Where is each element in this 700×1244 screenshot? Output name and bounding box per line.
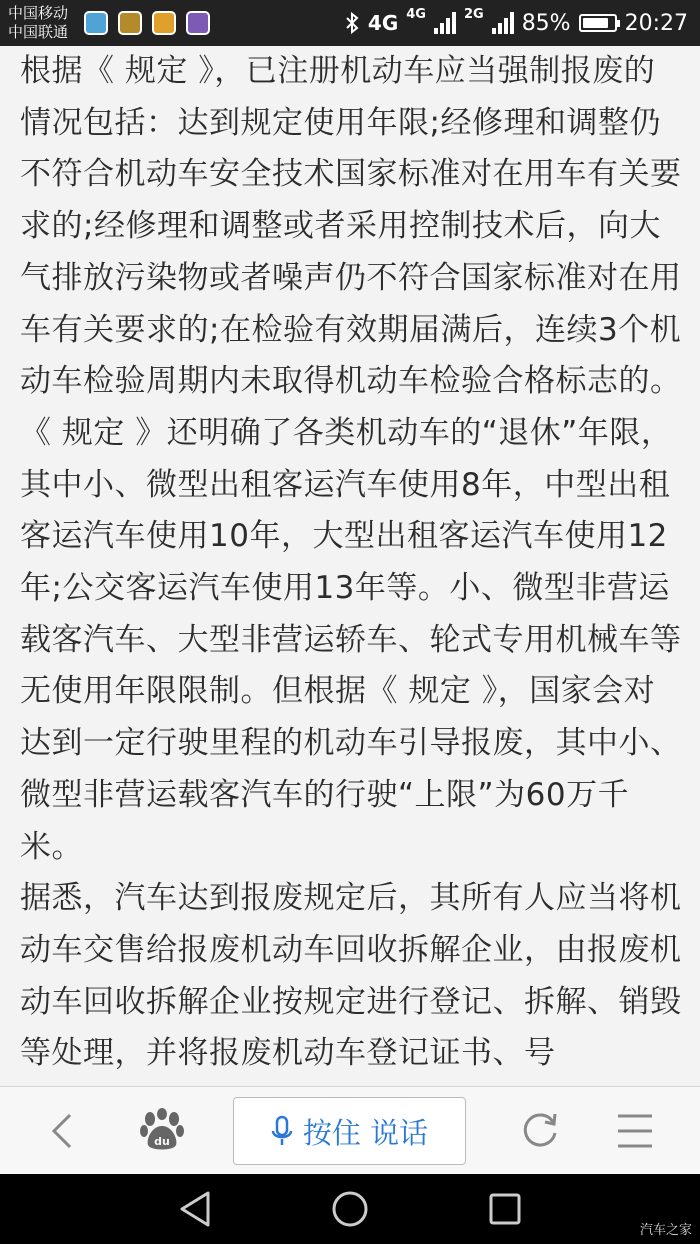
article-content[interactable] <box>0 46 700 1086</box>
voice-input-label: 按住 说话 <box>302 1115 429 1150</box>
refresh-icon[interactable] <box>519 1109 561 1151</box>
signal-icon-2 <box>492 12 514 34</box>
article-paragraph: 据悉，汽车达到报废规定后，其所有人应当将机动车交售给报废机动车回收拆解企业，由报废机动车回收拆解企业按规定进行登记、拆解、销毁等处理，并将报废机动车登记证书、号 <box>20 880 682 1072</box>
svg-text:du: du <box>154 1135 170 1148</box>
battery-percent: 85% <box>521 10 571 36</box>
network-type-3: 2G <box>463 7 484 22</box>
baidu-paw-icon[interactable] <box>138 1107 186 1153</box>
clock: 20:27 <box>624 10 688 36</box>
back-icon[interactable] <box>44 1111 80 1151</box>
article-paragraph: 根据《 规定 》，已注册机动车应当强制报废的情况包括：达到规定使用年限;经修理和调整仍不符合机动车安全技术国家标准对在用车有关要求的;经修理和调整或者采用控制技术后，向大气排放污染物或者噪声仍不符合国家标准对在用车有关要求的;在检验有效期届满后，连续3个机动车检验周期内未取得机动车检验合格标志的。 <box>20 53 682 400</box>
carrier-2: 中国联通 <box>8 23 69 41</box>
network-type-1: 4G <box>367 11 399 35</box>
nav-back-icon[interactable] <box>176 1190 216 1228</box>
nav-home-icon[interactable] <box>331 1190 369 1228</box>
voice-input-button[interactable] <box>233 1097 466 1165</box>
status-bar <box>0 0 700 46</box>
watermark-text: 汽车之家 <box>639 1223 692 1238</box>
signal-icon <box>434 12 456 34</box>
microphone-icon <box>271 1115 293 1147</box>
network-type-2: 4G <box>406 7 426 22</box>
menu-icon[interactable] <box>614 1112 656 1150</box>
nav-recent-icon[interactable] <box>488 1192 522 1226</box>
weather-app-icon <box>84 11 108 35</box>
battery-icon <box>579 14 617 32</box>
health-app-icon <box>118 11 142 35</box>
battery-fill <box>583 18 609 28</box>
article-paragraph: 《 规定 》还明确了各类机动车的“退休”年限，其中小、微型出租客运汽车使用8年，中型出租客运汽车使用10年，大型出租客运汽车使用12年;公交客运汽车使用13年等。小、微型非营运载客汽车、大型非营运轿车、轮式专用机械车等无使用年限限制。但根据《 规定 》，国家会对达到一定行驶里程的机动车引导报废，其中小、微型非营运载客汽车的行驶“上限”为60万千米。 <box>20 414 682 865</box>
browser-toolbar <box>0 1086 700 1174</box>
carrier-1: 中国移动 <box>8 4 69 22</box>
gallery-app-icon <box>186 11 210 35</box>
lock-app-icon <box>152 11 176 35</box>
status-indicators <box>344 6 688 40</box>
carrier-names <box>8 4 68 42</box>
system-nav-bar <box>0 1174 700 1244</box>
bluetooth-icon <box>344 11 360 35</box>
